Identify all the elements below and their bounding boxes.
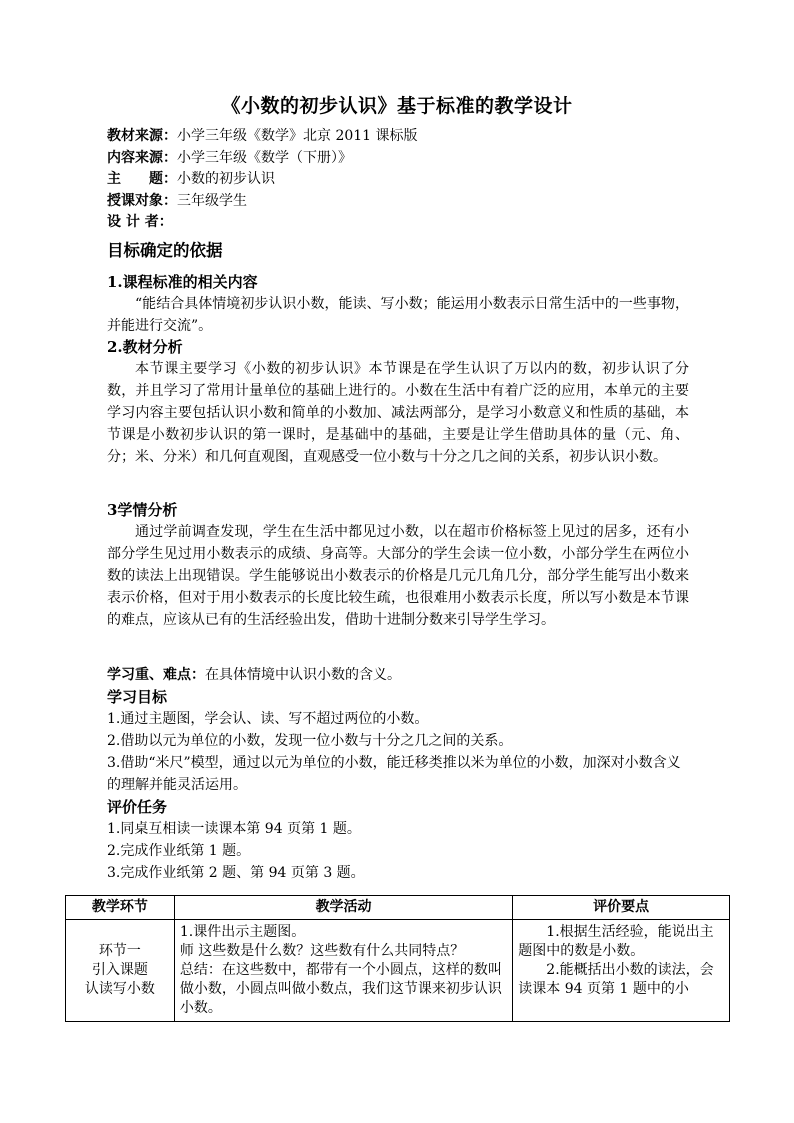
evaluation-line: 1.根据生活经验，能说出主题图中的数是小数。 bbox=[518, 924, 714, 959]
evaluation-cell bbox=[513, 920, 730, 1022]
meta-value: 三年级学生 bbox=[177, 192, 247, 209]
stage-cell bbox=[66, 920, 175, 1022]
section-basis bbox=[107, 240, 689, 262]
students-heading: 3学情分析 bbox=[107, 501, 178, 519]
meta-row-content bbox=[107, 148, 418, 170]
document-title: 《小数的初步认识》基于标准的教学设计 bbox=[221, 95, 573, 117]
task-item: 2.完成作业纸第 1 题。 bbox=[107, 843, 251, 859]
section-basis-heading: 目标确定的依据 bbox=[107, 241, 223, 260]
section-goals bbox=[107, 664, 689, 884]
section-students bbox=[107, 499, 689, 631]
stage-line: 认读写小数 bbox=[84, 981, 155, 997]
textbook-text: 本节课主要学习《小数的初步认识》本节课是在学生认识了万以内的数，初步认识了分数，并且学习了常用计量单位的基础上进行的。小数在生活中有着广泛的应用，本单元的主要学习内容主要包括认识小数和简单的小数加、减法两部分，是学习小数意义和性质的基础，本节课是小数初步认识的第一课时，是基础中的基础，主要是让学生借助具体的量（元、角、分；米、分米）和几何直观图，直观感受一位小数与十分之几之间的关系，初步认识小数。 bbox=[107, 361, 689, 465]
standards-heading: 1.课程标准的相关内容 bbox=[107, 273, 258, 291]
goal-item: 1.通过主题图，学会认、读、写不超过两位的小数。 bbox=[107, 711, 429, 727]
header-evaluation: 评价要点 bbox=[513, 896, 730, 920]
evaluation-line: 2.能概括出小数的读法，会读课本 94 页第 1 题中的小 bbox=[518, 962, 714, 997]
goal-item: 2.借助以元为单位的小数，发现一位小数与十分之几之间的关系。 bbox=[107, 733, 513, 749]
meta-label: 主 题： bbox=[107, 171, 177, 188]
students-text: 通过学前调查发现，学生在生活中都见过小数，以在超市价格标签上见过的居多，还有小部分学生见过用小数表示的成绩、身高等。大部分的学生会读一位小数，小部分学生在两位小数的读法上出现错误。学生能够说出小数表示的价格是几元几角几分，部分学生能写出小数来表示价格，但对于用小数表示的长度比较生疏，也很难用小数表示长度，所以写小数是本节课的难点，应该从已有的生活经验出发，借助十进制分数来引导学生学习。 bbox=[107, 524, 689, 628]
activity-line: 1.课件出示主题图。 bbox=[179, 924, 306, 940]
stage-line: 环节一 bbox=[98, 943, 141, 959]
goal-item: 3.借助“米尺”模型，通过以元为单位的小数，能迁移类推以米为单位的小数，加深对小数含义的理解并能灵活运用。 bbox=[107, 755, 681, 793]
meta-info bbox=[107, 126, 418, 234]
stage-line: 引入课题 bbox=[91, 962, 148, 978]
meta-row-topic bbox=[107, 169, 418, 191]
meta-value: 小学三年级《数学（下册）》 bbox=[177, 149, 352, 166]
header-activity: 教学活动 bbox=[174, 896, 512, 920]
activity-line: 总结：在这些数中，都带有一个小圆点，这样的数叫做小数，小圆点叫做小数点，我们这节课来初步认识小数。 bbox=[179, 962, 502, 1016]
section-standards bbox=[107, 271, 689, 337]
meta-row-audience bbox=[107, 191, 418, 213]
key-points bbox=[107, 664, 689, 686]
meta-value: 小数的初步认识 bbox=[177, 171, 275, 188]
section-textbook bbox=[107, 336, 689, 468]
meta-label: 设 计 者： bbox=[107, 214, 173, 231]
lesson-plan-table bbox=[65, 895, 730, 1022]
task-item: 1.同桌互相读一读课本第 94 页第 1 题。 bbox=[107, 821, 361, 837]
meta-label: 内容来源： bbox=[107, 149, 177, 166]
standards-text: “能结合具体情境初步认识小数，能读、写小数；能运用小数表示日常生活中的一些事物，并能进行交流”。 bbox=[107, 296, 689, 334]
textbook-heading: 2.教材分析 bbox=[107, 338, 183, 356]
meta-label: 授课对象： bbox=[107, 192, 177, 209]
activity-line: 师 这些数是什么数？这些数有什么共同特点？ bbox=[179, 943, 465, 959]
meta-label: 教材来源： bbox=[107, 128, 177, 144]
key-points-label: 学习重、难点： bbox=[107, 667, 205, 683]
meta-value: 小学三年级《数学》北京 2011 课标版 bbox=[177, 128, 418, 144]
activity-cell bbox=[174, 920, 512, 1022]
goals-heading: 学习目标 bbox=[107, 688, 168, 706]
tasks-heading: 评价任务 bbox=[107, 798, 168, 816]
header-stage: 教学环节 bbox=[66, 896, 175, 920]
key-points-text: 在具体情境中认识小数的含义。 bbox=[205, 667, 401, 683]
table-row bbox=[66, 920, 730, 1022]
task-item: 3.完成作业纸第 2 题、第 94 页第 3 题。 bbox=[107, 865, 365, 881]
table-header-row bbox=[66, 896, 730, 920]
meta-row-source bbox=[107, 126, 418, 148]
meta-row-designer bbox=[107, 212, 418, 234]
